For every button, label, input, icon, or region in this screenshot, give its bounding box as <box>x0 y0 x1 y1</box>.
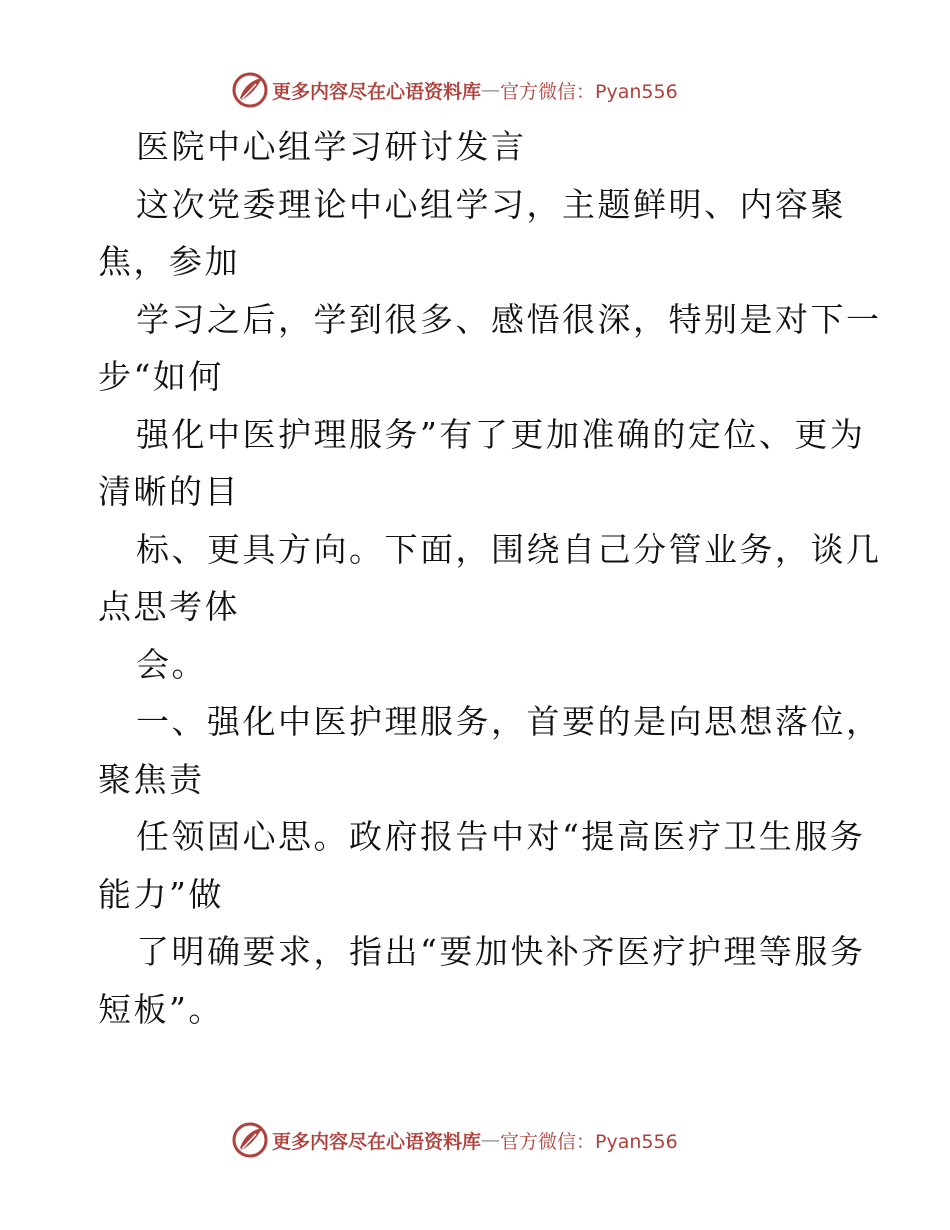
text-line: 会。 <box>136 644 207 684</box>
header-banner <box>232 70 712 110</box>
text-line: 点思考体 <box>98 587 240 626</box>
section-heading-line: 一、强化中医护理服务，首要的是向思想落位， <box>136 702 882 741</box>
pen-logo-icon <box>232 1122 268 1158</box>
banner-text: 更多内容尽在心语资料库 <box>272 80 482 103</box>
text-line: 短板”。 <box>98 989 224 1029</box>
text-line: 焦，参加 <box>98 242 240 281</box>
pen-logo-icon <box>232 72 268 108</box>
text-line: 学习之后，学到很多、感悟很深，特别是对下一 <box>136 299 882 339</box>
text-line: 能力”做 <box>98 874 224 914</box>
banner-contact: 官方微信：Pyan556 <box>500 1130 678 1153</box>
banner-dash: — <box>481 1129 501 1151</box>
document-body <box>98 118 882 1038</box>
footer-banner <box>232 1120 712 1160</box>
text-line: 这次党委理论中心组学习，主题鲜明、内容聚 <box>136 184 846 224</box>
text-line: 标、更具方向。下面，围绕自己分管业务，谈几 <box>136 529 882 569</box>
text-line: 强化中医护理服务”有了更加准确的定位、更为 <box>136 414 866 454</box>
text-line: 步“如何 <box>98 357 224 396</box>
banner-text: 更多内容尽在心语资料库 <box>272 1130 482 1153</box>
banner-dash: — <box>481 79 501 101</box>
text-line: 聚焦责 <box>98 759 205 799</box>
text-line: 了明确要求，指出“要加快补齐医疗护理等服务 <box>136 932 866 971</box>
text-line: 清晰的目 <box>98 472 240 511</box>
banner-contact: 官方微信：Pyan556 <box>500 80 678 103</box>
text-line: 任领固心思。政府报告中对“提高医疗卫生服务 <box>136 817 866 856</box>
document-title: 医院中心组学习研讨发言 <box>136 127 527 166</box>
